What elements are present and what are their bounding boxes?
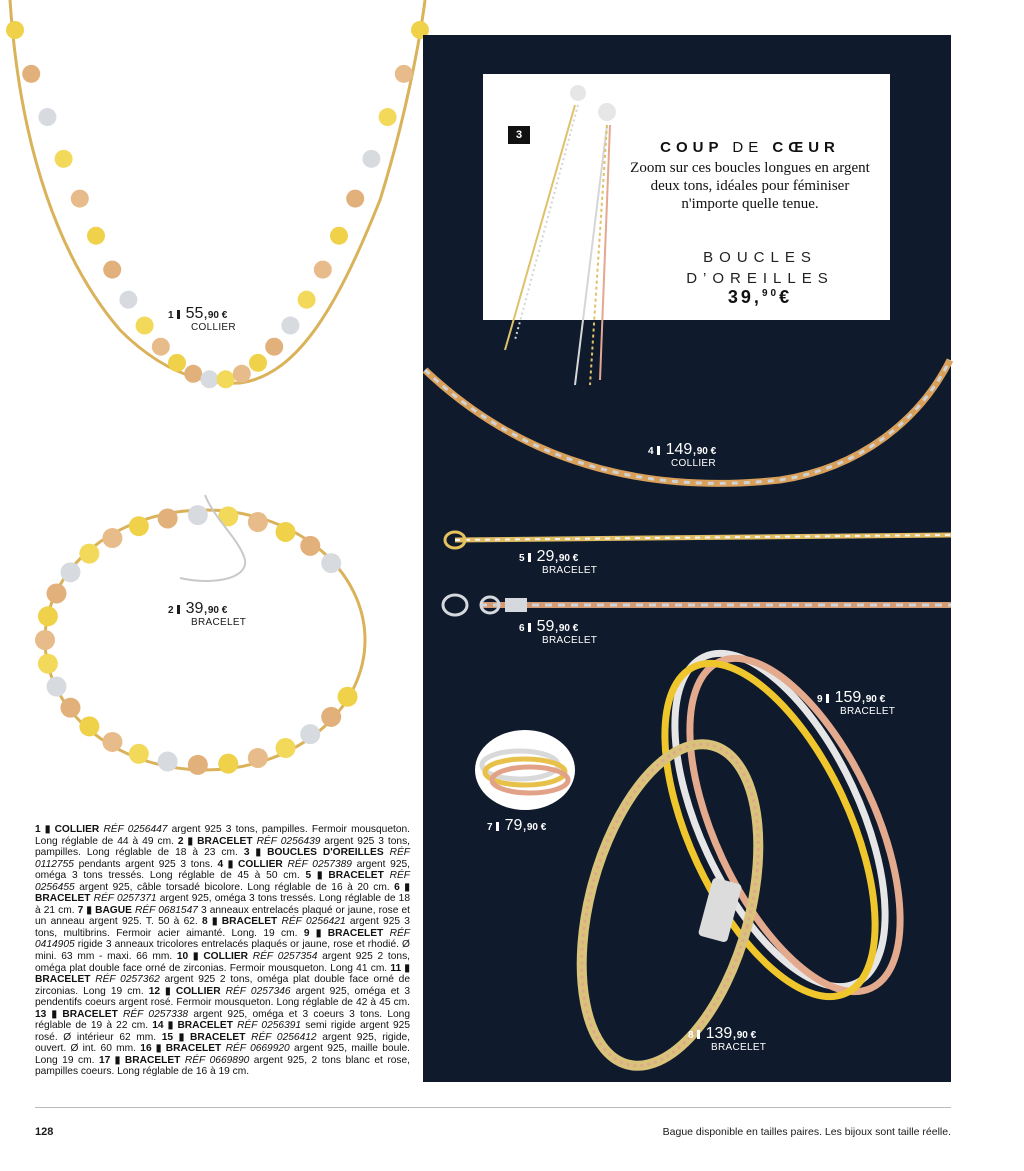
coup-de-coeur-title: COUP DE CŒUR <box>660 139 840 156</box>
price-label-1: 1 55,90 € COLLIER <box>168 305 236 333</box>
description-entry: 5 ▮ BRACELET RÉF 0256455 argent 925, câble torsadé bicolore. Long réglable de 16 à 20 cm. <box>35 870 411 893</box>
description-entry: 14 ▮ BRACELET RÉF 0256391 semi rigide argent 925 rosé. Ø intérieur 62 mm. <box>35 1020 410 1043</box>
description-entry: 1 ▮ COLLIER RÉF 0256447 argent 925 3 tons, pampilles. Fermoir mousqueton. Long réglable de 44 à 49 cm. <box>35 824 410 847</box>
description-entry: 7 ▮ BAGUE RÉF 0681547 3 anneaux entrelacés plaqué or jaune, rose et un anneau argent 925. T. 50 à 62. <box>35 904 411 928</box>
description-entry: 12 ▮ COLLIER RÉF 0257346 argent 925, oméga et 3 pendentifs coeurs argent rosé. Fermoir mousqueton. Long réglable de 42 à 45 cm. <box>35 985 410 1009</box>
price-label-2: 2 39,90 € BRACELET <box>168 600 247 628</box>
item-number-badge: 3 <box>508 126 530 144</box>
description-entry: 10 ▮ COLLIER RÉF 0257354 argent 925 2 tons, oméga plat double face orné de zirconias. Fermoir mousqueton. Long 41 cm. <box>35 951 410 974</box>
product-descriptions <box>35 824 410 1078</box>
coup-de-coeur-price: 39,90€ <box>727 287 793 307</box>
price-label-9: 9 159,90 € BRACELET <box>817 689 896 717</box>
coup-de-coeur-category: BOUCLES D’OREILLES <box>686 249 834 287</box>
description-entry: 6 ▮ BRACELET RÉF 0257371 argent 925, oméga 3 tons tressés. Long réglable de 18 à 21 cm. <box>35 881 411 916</box>
description-entry: 11 ▮ BRACELET RÉF 0257362 argent 925 2 tons, oméga plat double face orné de zirconias. Long 19 cm. <box>35 962 411 997</box>
description-entry: 2 ▮ BRACELET RÉF 0256439 argent 925 3 tons, pampilles. Long réglable de 18 à 23 cm. <box>35 835 410 859</box>
description-entry: 15 ▮ BRACELET RÉF 0256412 argent 925, rigide, ouvert. Ø int. 60 mm. <box>35 1031 411 1055</box>
page-number: 128 <box>35 1126 54 1138</box>
price-label-5: 5 29,90 € BRACELET <box>519 548 598 576</box>
description-entry: 17 ▮ BRACELET RÉF 0669890 argent 925, 2 tons blanc et rose, pampilles coeurs. Long réglable de 16 à 19 cm. <box>35 1054 411 1078</box>
description-entry: 4 ▮ COLLIER RÉF 0257389 argent 925, oméga 3 tons tressés. Long réglable de 45 à 50 cm. <box>35 858 411 882</box>
price-label-4: 4 149,90 € COLLIER <box>648 441 717 469</box>
price-label-7: 7 79,90 € <box>487 817 547 834</box>
description-entry: 8 ▮ BRACELET RÉF 0256421 argent 925 3 tons, multibrins. Fermoir acier aimanté. Long. 19 cm. <box>35 916 410 939</box>
price-label-8: 8 139,90 € BRACELET <box>688 1025 767 1053</box>
footer-divider <box>35 1107 951 1108</box>
footer-note: Bague disponible en tailles paires. Les bijoux sont taille réelle. <box>662 1126 951 1138</box>
description-entry: 16 ▮ BRACELET RÉF 0669920 argent 925, maille boule. Long 19 cm. <box>35 1043 410 1066</box>
description-entry: 13 ▮ BRACELET RÉF 0257338 argent 925, oméga et 3 coeurs 3 tons. Long réglable de 19 à 22 cm. <box>35 1008 410 1032</box>
coup-de-coeur-description: Zoom sur ces boucles longues en argent deux tons, idéales pour féminiser n'importe quelle tenue. <box>630 160 870 212</box>
price-label-6: 6 59,90 € BRACELET <box>519 618 598 646</box>
description-entry: 3 ▮ BOUCLES D'OREILLES RÉF 0112755 pendants argent 925 3 tons. <box>35 847 410 870</box>
description-entry: 9 ▮ BRACELET RÉF 0414905 rigide 3 anneaux tricolores entrelacés plaqués or jaune, rose et rhodié. Ø mini. 63 mm - maxi. 66 mm. <box>35 927 410 963</box>
